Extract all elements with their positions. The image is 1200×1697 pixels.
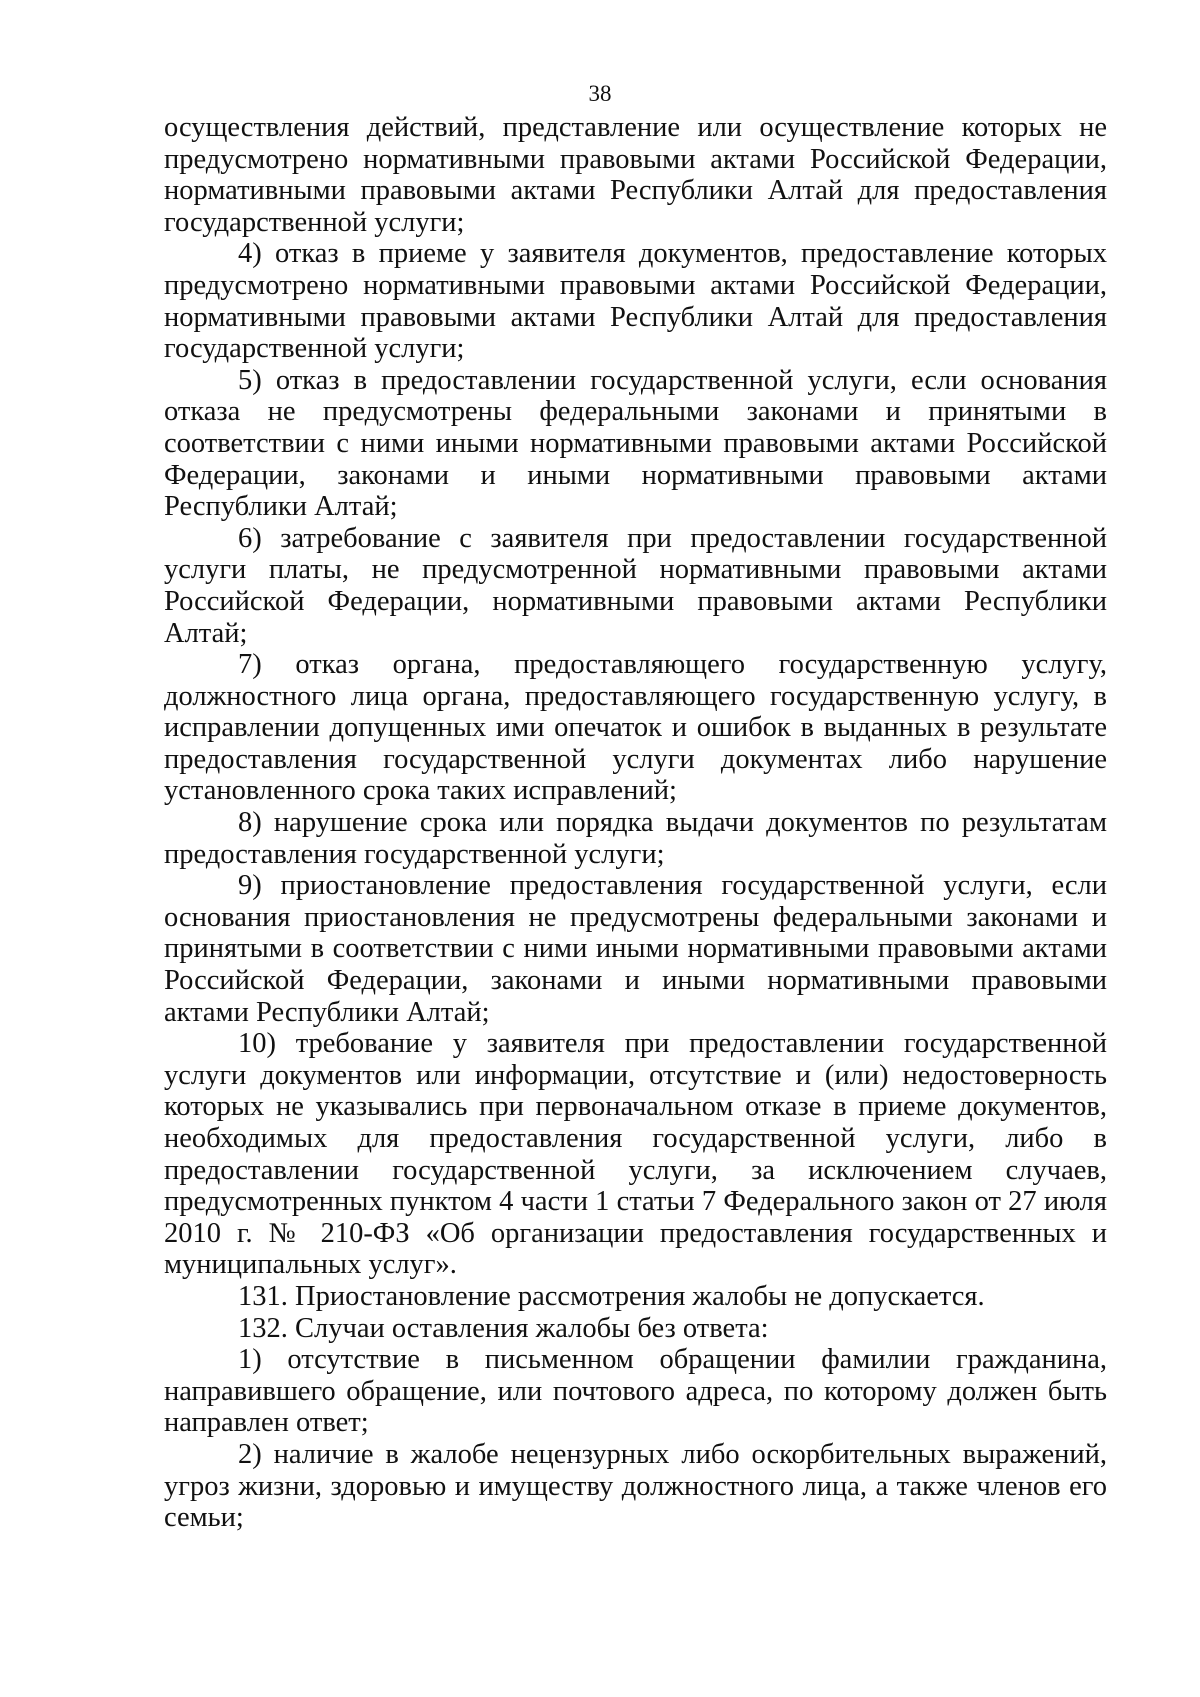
page-number: 38: [588, 81, 612, 106]
document-body: [164, 112, 1107, 1534]
list-item-10: 10) требование у заявителя при предоставлении государственной услуги документов или информации, отсутствие и (или) недостоверность которых не указывались при первоначальном отказе в приеме документов, необходимых для предоставления государственной услуги, либо в предоставлении государственной услуги, за исключением случаев, предусмотренных пунктом 4 части 1 статьи 7 Федерального закон от 27 июля 2010 г. № 210-ФЗ «Об организации предоставления государственных и муниципальных услуг».: [164, 1028, 1107, 1281]
clause-132: 132. Случаи оставления жалобы без ответа:: [238, 1312, 769, 1344]
list-item-7: 7) отказ органа, предоставляющего государственную услугу, должностного лица органа, предоставляющего государственную услугу, в исправлении допущенных ими опечаток и ошибок в выданных в результате предоставления государственной услуги документах либо нарушение установленного срока таких исправлений;: [164, 649, 1107, 807]
list-item-6: 6) затребование с заявителя при предоставлении государственной услуги платы, не предусмотренной нормативными правовыми актами Российской Федерации, нормативными правовыми актами Республики Алтай;: [164, 522, 1107, 649]
list-item-4: 4) отказ в приеме у заявителя документов, предоставление которых предусмотрено нормативными правовыми актами Российской Федерации, нормативными правовыми актами Республики Алтай для предоставления государственной услуги;: [164, 238, 1107, 365]
paragraph-continuation: осуществления действий, представление или осуществление которых не предусмотрено нормативными правовыми актами Российской Федерации, нормативными правовыми актами Республики Алтай для предоставления государственной услуги;: [164, 112, 1107, 238]
list-item-5: 5) отказ в предоставлении государственной услуги, если основания отказа не предусмотрены федеральными законами и принятыми в соответствии с ними иными нормативными правовыми актами Российской Федерации, законами и иными нормативными правовыми актами Республики Алтай;: [164, 364, 1107, 523]
list-item-8: 8) нарушение срока или порядка выдачи документов по результатам предоставления государственной услуги;: [164, 807, 1107, 870]
clause-132-item-1: 1) отсутствие в письменном обращении фамилии гражданина, направившего обращение, или почтового адреса, по которому должен быть направлен ответ;: [164, 1344, 1107, 1439]
list-item-9: 9) приостановление предоставления государственной услуги, если основания приостановления не предусмотрены федеральными законами и принятыми в соответствии с ними иными нормативными правовыми актами Российской Федерации, законами и иными нормативными правовыми актами Республики Алтай;: [164, 870, 1107, 1028]
clause-132-item-2: 2) наличие в жалобе нецензурных либо оскорбительных выражений, угроз жизни, здоровью и имуществу должностного лица, а также членов его семьи;: [164, 1438, 1107, 1534]
clause-131: 131. Приостановление рассмотрения жалобы не допускается.: [238, 1280, 985, 1312]
